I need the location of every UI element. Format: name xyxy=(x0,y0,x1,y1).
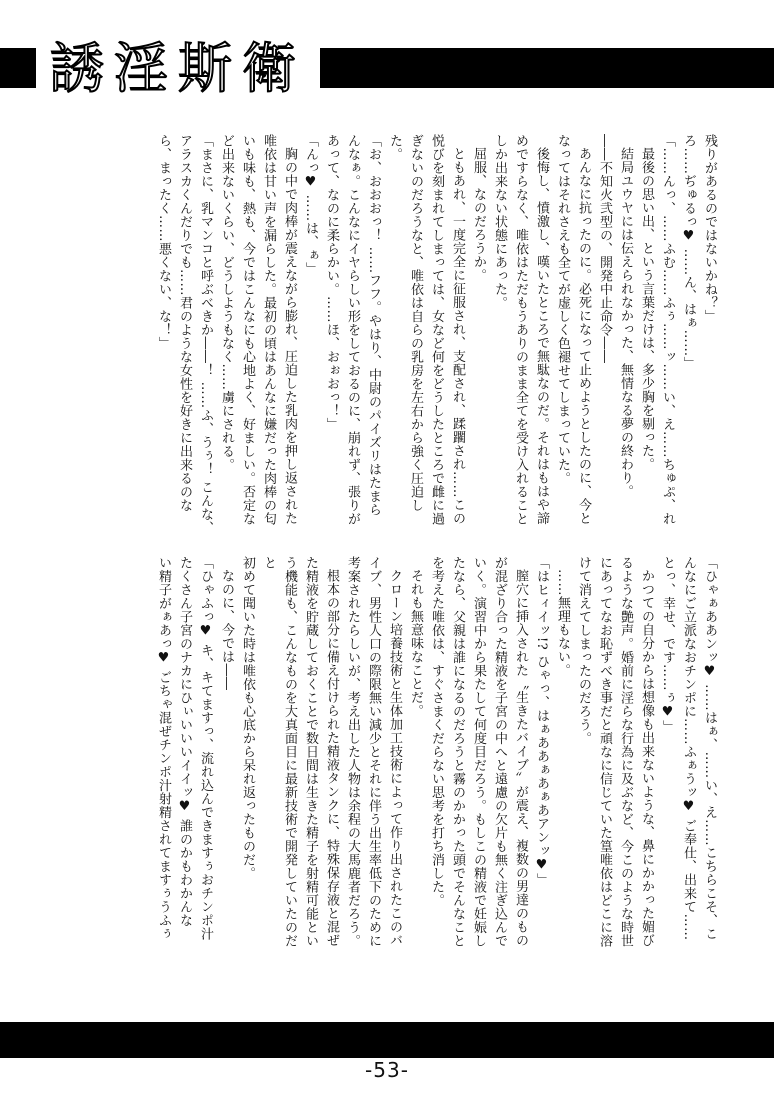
text-line: 唯依は甘い声を漏らした。最初の頃はあんなに嫌だった肉棒の匂 xyxy=(261,134,276,526)
text-line: 考案されたらしいが、考え出した人物は余程の大馬鹿者だろう。 xyxy=(345,556,360,948)
text-line: いも味も、熱も、今ではこんなにも心地よく、好ましい。否定な xyxy=(240,134,255,526)
text-line: 「ひゃぁああンッ♥ ……はぁ、……い、え……こちらこそ、こ xyxy=(702,556,717,941)
text-line: 「お、おおおっ！ ……フフ。やはり、中尉のパイズリはたまら xyxy=(366,134,381,517)
text-line: あって、なのに柔らかい。……ほ、おぉおっ！」 xyxy=(324,134,339,431)
text-line: い精子がぁあっ♥ ごちゃ混ぜチンポ汁射精されてますぅうふぅ xyxy=(156,556,171,941)
text-line: う機能も、こんなものを大真面目に最新技術で開発していたのだと xyxy=(261,556,297,948)
text-line: かつての自分からは想像も出来ないような、鼻にかかった媚び xyxy=(639,569,654,947)
text-line: 結局ユウヤには伝えられなかった、無情なる夢の終わり。 xyxy=(618,147,633,498)
text-line: なってはそれさえも全てが虚しく色褪せてしまっていた。 xyxy=(555,134,570,485)
text-line: イブ、男性人口の際限無い減少とそれに伴う出生率低下のために xyxy=(366,556,381,948)
footer-bar xyxy=(0,1022,774,1058)
text-line: けて消えてしまったのだろう。 xyxy=(576,556,591,745)
text-line: ――不知火弐型の、開発中止命令―― xyxy=(597,134,612,364)
text-line: ぎないのだろうなと、唯依は自らの乳房を左右から強く圧迫した。 xyxy=(387,134,423,512)
page-number: -53- xyxy=(365,1058,409,1082)
text-line: ……無理もない。 xyxy=(555,569,570,677)
text-line: 屈服、なのだろうか。 xyxy=(471,147,486,282)
text-line: とっ、幸せ、です……ぅ♥」 xyxy=(660,556,675,734)
text-line: 胸の中で肉棒が震えながら膨れ、圧迫した乳肉を押し返された xyxy=(282,147,297,525)
text-line: た精液を貯蔵しておくことで数日間は生きた精子を射精可能とい xyxy=(303,556,318,948)
text-line: 「……んっ、……ふむ……ふぅ……ッ……い、え……ちゅぷ、れ xyxy=(660,134,675,526)
text-line: 残りがあるのではないかね？」 xyxy=(702,134,717,323)
text-line: 最後の思い出、という言葉だけは、多少胸を剔った。 xyxy=(639,147,654,471)
text-line: めですらなく、唯依はただもうありのまま全てを受け入れること xyxy=(513,134,528,526)
text-line: 後悔し、憤激し、嘆いたところで無駄なのだ。それはもはや諦 xyxy=(534,147,549,525)
text-line: いく。演習中から果たして何度目だろう。もしこの精液で妊娠し xyxy=(471,556,486,948)
text-line: ともあれ、一度完全に征服され、支配され、蹂躙され……この xyxy=(450,147,465,525)
text-line: 膣穴に挿入された〝生きたバイブ〟が震え、複数の男達のもの xyxy=(513,569,528,947)
text-line: を考えた唯依は、すぐさまくだらない思考を打ち消した。 xyxy=(429,556,444,907)
text-line: アラスカくんだりでも……君のような女性を好きに出来るのな xyxy=(177,134,192,512)
text-line: ろ……ぢゅるっ♥ ……ん、はぁ……」 xyxy=(681,134,696,371)
text-line: んなぁ。こんなにイヤらしい形をしておるのに、崩れず、張りが xyxy=(345,134,360,526)
text-line: 「ひゃふっ♥ キ、キてますっ、流れ込んできますぅおチンポ汁 xyxy=(198,556,213,941)
text-line: 根本の部分に備え付けられた精液タンクに、特殊保存液と混ぜ xyxy=(324,569,339,947)
text-line: るような艶声。婚前に淫らな行為に及ぶなど、今このような時世 xyxy=(618,556,633,948)
text-line: ら、まったく……悪くない、な！」 xyxy=(156,134,171,350)
page-title: 誘淫斯衛 xyxy=(36,28,320,100)
text-line: ど出来ないくらい、どうしようもなく……虜にされる。 xyxy=(219,134,234,472)
text-line: 悦びを刻まれてしまっては、女など何をどうしたところで雌に過 xyxy=(429,134,444,526)
text-line: んなにご立派なおチンポに……ふぁうッ♥ ご奉仕、出来て…… xyxy=(681,556,696,941)
lower-text-block xyxy=(88,556,720,960)
text-line: 「んっ♥ ……は、ぁ」 xyxy=(303,134,318,276)
upper-text-block xyxy=(88,134,720,538)
text-line: が混ざり合った精液を子宮の中へと遠慮の欠片も無く注ぎ込んで xyxy=(492,556,507,948)
text-line: 初めて聞いた時は唯依も心底から呆れ返ったものだ。 xyxy=(240,556,255,880)
text-line: 「まさに、乳マンコと呼ぶべきか――！ ……ふ、うぅ！ こんな、 xyxy=(198,134,213,535)
text-line: それも無意味なことだ。 xyxy=(408,569,423,718)
text-line: クローン培養技術と生体加工技術によって作り出されたこのバ xyxy=(387,569,402,947)
text-line: たくさん子宮のナカにひぃいいいイイッ♥ 誰のかもわかんな xyxy=(177,556,192,928)
text-line: しか出来ない状態にあった。 xyxy=(492,134,507,310)
text-line: にあってなお恥ずべき事だと頑なに信じていた篁唯依はどこに溶 xyxy=(597,556,612,948)
text-line: たなら、父親は誰になるのだろうと霧のかかった頭でそんなこと xyxy=(450,556,465,948)
text-line: 「はヒィイッ!? ひゃっ、はぁああぁあぁあアンッ♥」 xyxy=(534,556,549,887)
text-line: あんなに抗ったのに。必死になって止めようとしたのに、今と xyxy=(576,147,591,525)
text-line: なのに、今では―― xyxy=(219,569,234,691)
